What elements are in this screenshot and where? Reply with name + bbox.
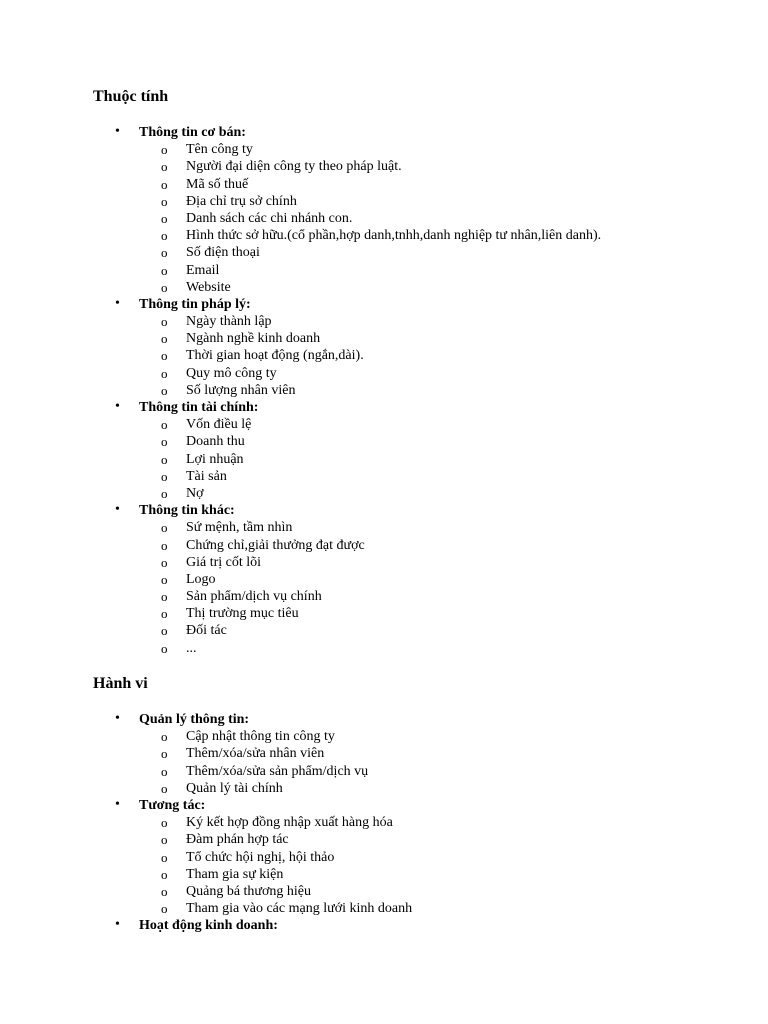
list-item xyxy=(0,728,768,745)
list-item xyxy=(0,176,768,193)
bullet-circle-icon: o xyxy=(161,159,168,175)
bullet-circle-icon: o xyxy=(161,746,168,762)
bullet-circle-icon: o xyxy=(161,382,168,398)
list-item-text: Quy mô công ty xyxy=(186,365,277,381)
bullet-circle-icon: o xyxy=(161,883,168,899)
section-heading-thuoc-tinh: Thuộc tính xyxy=(93,88,169,105)
bullet-circle-icon: o xyxy=(161,331,168,347)
bullet-circle-icon: o xyxy=(161,365,168,381)
list-item-text: Tham gia sự kiện xyxy=(186,866,284,882)
list-item xyxy=(0,605,768,622)
bullet-circle-icon: o xyxy=(161,279,168,295)
list-item-text: Thêm/xóa/sửa sản phẩm/dịch vụ xyxy=(186,763,369,779)
list-item xyxy=(0,451,768,468)
list-item-text: Ngày thành lập xyxy=(186,314,272,330)
bullet-circle-icon: o xyxy=(161,485,168,501)
list-item-text: Đối tác xyxy=(186,623,227,639)
category-label: Hoạt động kinh doanh: xyxy=(139,918,278,934)
bullet-circle-icon: o xyxy=(161,451,168,467)
bullet-circle-icon: o xyxy=(161,763,168,779)
bullet-circle-icon: o xyxy=(161,193,168,209)
bullet-circle-icon: o xyxy=(161,640,168,656)
list-item-text: Vốn điều lệ xyxy=(186,417,252,433)
list-item-text: Tên công ty xyxy=(186,142,253,158)
list-item-text: Doanh thu xyxy=(186,434,245,450)
bullet-circle-icon: o xyxy=(161,262,168,278)
attributes-list xyxy=(0,124,768,657)
list-item-text: Tài sản xyxy=(186,468,227,484)
category-label: Quản lý thông tin: xyxy=(139,712,250,727)
bullet-circle-icon: o xyxy=(161,245,168,261)
category-label: Tương tác: xyxy=(139,797,206,813)
list-item xyxy=(0,193,768,210)
list-item-text: Giá trị cốt lõi xyxy=(186,554,262,570)
list-item xyxy=(0,571,768,588)
list-item-text: Website xyxy=(186,279,231,295)
list-item-text: Danh sách các chi nhánh con. xyxy=(186,210,353,226)
bullet-circle-icon: o xyxy=(161,849,168,865)
list-item xyxy=(0,485,768,502)
list-item xyxy=(0,866,768,883)
bullet-dot-icon: • xyxy=(115,502,120,518)
list-item-text: Thêm/xóa/sửa nhân viên xyxy=(186,746,325,762)
list-item-text: Thị trường mục tiêu xyxy=(186,606,299,622)
category-label: Thông tin tài chính: xyxy=(139,400,259,415)
list-item-text: Quản lý tài chính xyxy=(186,780,283,796)
list-item xyxy=(0,347,768,364)
bullet-circle-icon: o xyxy=(161,434,168,450)
list-item xyxy=(0,262,768,279)
bullet-circle-icon: o xyxy=(161,780,168,796)
list-item xyxy=(0,210,768,227)
category-label: Thông tin cơ bán: xyxy=(139,125,246,140)
bullet-dot-icon: • xyxy=(115,711,120,726)
list-item xyxy=(0,141,768,158)
list-item-text: Sứ mệnh, tầm nhìn xyxy=(186,520,293,536)
list-item xyxy=(0,416,768,433)
list-item xyxy=(0,382,768,399)
bullet-circle-icon: o xyxy=(161,468,168,484)
bullet-circle-icon: o xyxy=(161,729,168,745)
list-item-text: Chứng chỉ,giải thưởng đạt được xyxy=(186,537,365,553)
section-heading-hanh-vi: Hành vi xyxy=(93,675,148,692)
category-label: Thông tin pháp lý: xyxy=(139,296,251,312)
list-item xyxy=(0,158,768,175)
category-label: Thông tin khác: xyxy=(139,503,235,519)
bullet-circle-icon: o xyxy=(161,554,168,570)
bullet-circle-icon: o xyxy=(161,866,168,882)
list-item xyxy=(0,745,768,762)
list-item-text: Tham gia vào các mạng lưới kinh doanh xyxy=(186,901,413,917)
bullet-circle-icon: o xyxy=(161,210,168,226)
list-item-text: Địa chỉ trụ sở chính xyxy=(186,193,297,209)
bullet-dot-icon: • xyxy=(115,796,120,812)
bullet-circle-icon: o xyxy=(161,815,168,831)
list-item xyxy=(0,588,768,605)
list-item xyxy=(0,279,768,296)
list-item-text: Thời gian hoạt động (ngắn,dài). xyxy=(186,348,364,364)
list-item xyxy=(0,849,768,866)
list-item xyxy=(0,519,768,536)
list-item xyxy=(0,433,768,450)
list-item-text: Tổ chức hội nghị, hội thảo xyxy=(186,849,335,865)
list-item xyxy=(0,537,768,554)
list-item xyxy=(0,244,768,261)
list-item-text: Logo xyxy=(186,571,216,587)
bullet-circle-icon: o xyxy=(161,520,168,536)
list-item xyxy=(0,313,768,330)
behaviors-list xyxy=(0,711,768,934)
list-item xyxy=(0,780,768,797)
list-item xyxy=(0,831,768,848)
list-item xyxy=(0,622,768,639)
bullet-circle-icon: o xyxy=(161,623,168,639)
bullet-circle-icon: o xyxy=(161,571,168,587)
list-item xyxy=(0,900,768,917)
list-item xyxy=(0,227,768,244)
category-item xyxy=(0,296,768,313)
bullet-dot-icon: • xyxy=(115,124,120,139)
bullet-circle-icon: o xyxy=(161,606,168,622)
list-item-text: Cập nhật thông tin công ty xyxy=(186,729,335,745)
list-item-text: Ký kết hợp đồng nhập xuất hàng hóa xyxy=(186,815,393,831)
list-item xyxy=(0,763,768,780)
bullet-circle-icon: o xyxy=(161,176,168,192)
list-item-text: ... xyxy=(186,640,197,656)
bullet-dot-icon: • xyxy=(115,399,120,414)
bullet-circle-icon: o xyxy=(161,589,168,605)
category-item xyxy=(0,711,768,728)
list-item-text: Số điện thoại xyxy=(186,245,260,261)
bullet-dot-icon: • xyxy=(115,917,120,933)
category-item xyxy=(0,917,768,934)
bullet-circle-icon: o xyxy=(161,417,168,433)
list-item-text: Số lượng nhân viên xyxy=(186,382,296,398)
list-item-text: Người đại diện công ty theo pháp luật. xyxy=(186,159,402,175)
category-item xyxy=(0,797,768,814)
list-item-text: Mã số thuế xyxy=(186,176,249,192)
list-item xyxy=(0,640,768,657)
bullet-circle-icon: o xyxy=(161,142,168,158)
bullet-circle-icon: o xyxy=(161,228,168,244)
list-item xyxy=(0,554,768,571)
list-item-text: Quảng bá thương hiệu xyxy=(186,883,312,899)
list-item-text: Đàm phán hợp tác xyxy=(186,832,289,848)
category-item xyxy=(0,399,768,416)
list-item-text: Email xyxy=(186,262,220,278)
list-item xyxy=(0,883,768,900)
list-item xyxy=(0,330,768,347)
category-item xyxy=(0,502,768,519)
bullet-circle-icon: o xyxy=(161,314,168,330)
list-item-text: Nợ xyxy=(186,485,204,501)
bullet-circle-icon: o xyxy=(161,901,168,917)
bullet-circle-icon: o xyxy=(161,832,168,848)
list-item-text: Sản phẩm/dịch vụ chính xyxy=(186,589,322,605)
list-item xyxy=(0,365,768,382)
list-item-text: Lợi nhuận xyxy=(186,451,244,467)
list-item xyxy=(0,814,768,831)
list-item-text: Ngành nghề kinh doanh xyxy=(186,331,321,347)
bullet-circle-icon: o xyxy=(161,348,168,364)
list-item xyxy=(0,468,768,485)
list-item-text: Hình thức sở hữu.(cổ phần,hợp danh,tnhh,danh nghiệp tư nhân,liên danh). xyxy=(186,228,602,244)
bullet-circle-icon: o xyxy=(161,537,168,553)
category-item xyxy=(0,124,768,141)
bullet-dot-icon: • xyxy=(115,295,120,311)
